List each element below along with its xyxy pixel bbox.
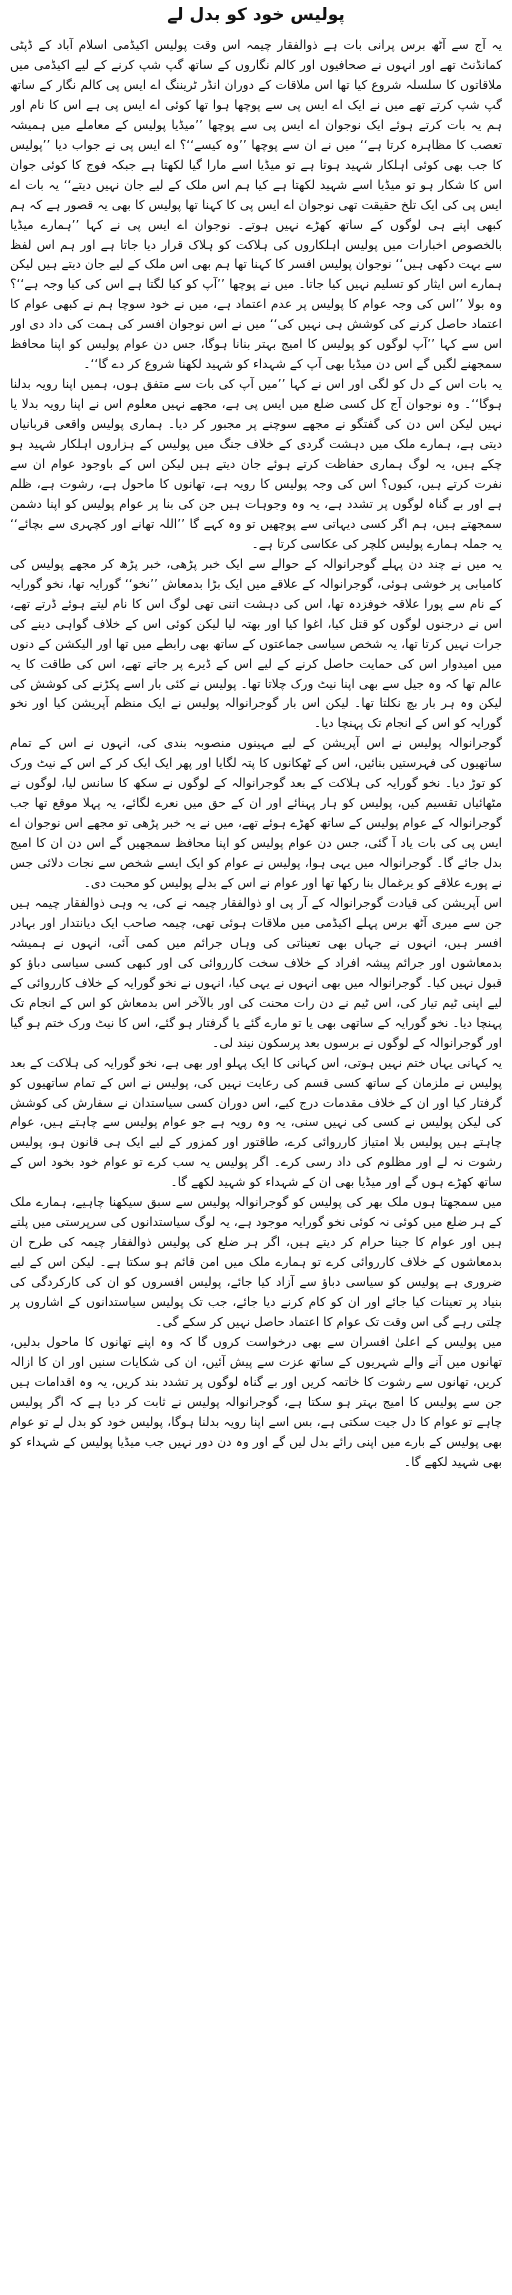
- article-title: پولیس خود کو بدل لے: [167, 5, 345, 25]
- article-paragraph: یہ بات اس کے دل کو لگی اور اس نے کہا ’’میں آپ کی بات سے متفق ہوں، ہمیں اپنا رویہ بدلنا ہوگا‘‘۔ وہ نوجوان آج کل کسی ضلع میں ایس پی ہے، مجھے نہیں معلوم اس نے اپنا رویہ بدلا یا نہیں لیکن اس دن کی گفتگو نے مجھے سوچنے پر مجبور کر دیا۔ ہماری پولیس واقعی قربانیاں دیتی ہے، ہمارے ملک میں دہشت گردی کے خلاف جنگ میں پولیس کے ہزاروں اہلکار شہید ہو چکے ہیں، یہ لوگ ہماری حفاظت کرتے ہوئے جان دیتے ہیں لیکن اس کے باوجود عوام ان سے نفرت کرتے ہیں، کیوں؟ اس کی وجہ پولیس کا رویہ ہے، تھانوں کا ماحول ہے، رشوت ہے، ظلم ہے اور بے گناہ لوگوں پر تشدد ہے، یہ وہ وجوہات ہیں جن کی بنا پر عوام پولیس کو اپنا دشمن سمجھتے ہیں، ہم اگر کسی دیہاتی سے پوچھیں تو وہ کہے گا ’’اللہ تھانے اور کچہری سے بچائے‘‘ یہ جملہ ہمارے پولیس کلچر کی عکاسی کرتا ہے۔: [10, 377, 502, 551]
- article-paragraph: یہ میں نے چند دن پہلے گوجرانوالہ کے حوالے سے ایک خبر پڑھی، خبر پڑھ کر مجھے پولیس کی کامیابی پر خوشی ہوئی، گوجرانوالہ کے علاقے میں ایک بڑا بدمعاش ’’نخو‘‘ گورایہ تھا، نخو گورایہ کے نام سے پورا علاقہ خوفزدہ تھا، اس کی دہشت اتنی تھی لوگ اس کا نام لیتے ہوئے ڈرتے تھے، اس نے درجنوں لوگوں کو قتل کیا، اغوا کیا اور بھتہ لیا لیکن کوئی اس کے خلاف گواہی دینے کی جرات نہیں کرتا تھا، یہ شخص سیاسی جماعتوں کے ساتھ بھی رابطے میں تھا اور الیکشن کے دنوں میں امیدوار اس کی حمایت حاصل کرنے کے لیے اس کے ڈیرے پر جاتے تھے، اس کی طاقت کا یہ عالم تھا کہ وہ جیل سے بھی اپنا نیٹ ورک چلاتا تھا۔ پولیس نے کئی بار اسے پکڑنے کی کوشش کی لیکن وہ ہر بار بچ نکلتا تھا۔ لیکن اس بار گوجرانوالہ پولیس نے ایک منظم آپریشن کیا اور نخو گورایہ کو اس کے انجام تک پہنچا دیا۔: [10, 556, 502, 731]
- article-paragraph: یہ کہانی یہاں ختم نہیں ہوتی، اس کہانی کا ایک پہلو اور بھی ہے، نخو گورایہ کی ہلاکت کے بعد پولیس نے ملزمان کے ساتھ کسی قسم کی رعایت نہیں کی، پولیس نے اس کے تمام ساتھیوں کو گرفتار کیا اور ان کے خلاف مقدمات درج کیے، اس دوران کسی سیاستدان نے سفارش کی کوشش کی لیکن پولیس نے کسی کی نہیں سنی، یہ وہ رویہ ہے جو عوام پولیس سے چاہتے ہیں، عوام چاہتے ہیں پولیس بلا امتیاز کارروائی کرے، طاقتور اور کمزور کے لیے ایک ہی قانون ہو، پولیس رشوت نہ لے اور مظلوم کی داد رسی کرے۔ اگر پولیس یہ سب کرے تو عوام خود بخود اس کے ساتھ کھڑے ہوں گے اور میڈیا بھی ان کے شہداء کو شہید لکھے گا۔: [10, 1055, 502, 1190]
- article-paragraph: میں پولیس کے اعلیٰ افسران سے بھی درخواست کروں گا کہ وہ اپنے تھانوں کا ماحول بدلیں، تھانوں میں آنے والے شہریوں کے ساتھ عزت سے پیش آئیں، ان کی شکایات سنیں اور ان کا ازالہ کریں، تھانوں سے رشوت کا خاتمہ کریں اور بے گناہ لوگوں پر تشدد بند کریں، یہ وہ اقدامات ہیں جن سے پولیس کا امیج بہتر ہو سکتا ہے، گوجرانوالہ پولیس نے ثابت کر دیا ہے کہ اگر پولیس چاہے تو عوام کا دل جیت سکتی ہے، بس اسے اپنا رویہ بدلنا ہوگا، پولیس خود کو بدل لے تو عوام بھی پولیس کے بارے میں اپنی رائے بدل لیں گے اور وہ دن دور نہیں جب میڈیا پولیس کے شہداء کو بھی شہید لکھے گا۔: [10, 1334, 502, 1469]
- article-body: [10, 36, 502, 2286]
- article-paragraph: گوجرانوالہ پولیس نے اس آپریشن کے لیے مہینوں منصوبہ بندی کی، انہوں نے اس کے تمام ساتھیوں کی فہرستیں بنائیں، اس کے ٹھکانوں کا پتہ لگایا اور پھر ایک ایک کر کے اس کے نیٹ ورک کو توڑ دیا۔ نخو گورایہ کی ہلاکت کے بعد گوجرانوالہ کے لوگوں نے سکھ کا سانس لیا، لوگوں نے مٹھائیاں تقسیم کیں، پولیس کو ہار پہنائے اور ان کے حق میں نعرے لگائے، یہ پہلا موقع تھا جب گوجرانوالہ کے عوام پولیس کے ساتھ کھڑے ہوئے تھے، میں نے یہ خبر پڑھی تو مجھے اس نوجوان اے ایس پی کی بات یاد آ گئی، جس دن عوام پولیس کو اپنا محافظ سمجھیں گے اس دن ان کا امیج بدل جائے گا۔ گوجرانوالہ میں یہی ہوا، پولیس نے عوام کو ایک ایسے شخص سے نجات دلائی جس نے پورے علاقے کو یرغمال بنا رکھا تھا اور عوام نے اس کے بدلے پولیس کو محبت دی۔: [10, 736, 502, 891]
- article-paragraph: اس آپریشن کی قیادت گوجرانوالہ کے آر پی او ذوالفقار چیمہ نے کی، یہ وہی ذوالفقار چیمہ ہیں جن سے میری آٹھ برس پہلے اکیڈمی میں ملاقات ہوئی تھی، چیمہ صاحب ایک دیانتدار اور بہادر افسر ہیں، انہوں نے جہاں بھی تعیناتی کی وہاں جرائم میں کمی آئی، انہوں نے ہمیشہ بدمعاشوں اور جرائم پیشہ افراد کے خلاف سخت کارروائی کی اور کبھی کسی سیاسی دباؤ کو قبول نہیں کیا۔ گوجرانوالہ میں بھی انہوں نے یہی کیا، انہوں نے نخو گورایہ کے خلاف کارروائی کے لیے اپنی ٹیم تیار کی، اس ٹیم نے دن رات محنت کی اور بالآخر اس بدمعاش کو اس کے انجام تک پہنچا دیا۔ نخو گورایہ کے ساتھی بھی یا تو مارے گئے یا گرفتار ہو گئے، اس کا نیٹ ورک ختم ہو گیا اور گوجرانوالہ کے لوگوں نے برسوں بعد پرسکون نیند لی۔: [10, 895, 502, 1050]
- article-paragraph: میں سمجھتا ہوں ملک بھر کی پولیس کو گوجرانوالہ پولیس سے سبق سیکھنا چاہیے، ہمارے ملک کے ہر ضلع میں کوئی نہ کوئی نخو گورایہ موجود ہے، یہ لوگ سیاستدانوں کی سرپرستی میں پلتے ہیں اور عوام کا جینا حرام کر دیتے ہیں، اگر ہر ضلع کی پولیس ذوالفقار چیمہ کی طرح ان بدمعاشوں کے خلاف کارروائی کرے تو ہمارے ملک میں امن قائم ہو سکتا ہے۔ لیکن اس کے لیے ضروری ہے پولیس کو سیاسی دباؤ سے آزاد کیا جائے، پولیس افسروں کو ان کی کارکردگی کی بنیاد پر تعینات کیا جائے اور ان کو کام کرنے دیا جائے، جب تک پولیس سیاستدانوں کے اشاروں پر چلتی رہے گی اس وقت تک عوام کا اعتماد حاصل نہیں کر سکے گی۔: [10, 1195, 502, 1329]
- article-paragraph: یہ آج سے آٹھ برس پرانی بات ہے ذوالفقار چیمہ اس وقت پولیس اکیڈمی اسلام آباد کے ڈپٹی کمانڈنٹ تھے اور انہوں نے صحافیوں اور کالم نگاروں کے ساتھ گپ شپ کرنے کے لیے اکیڈمی میں ملاقاتوں کا سلسلہ شروع کیا تھا اس ملاقات کے دوران انڈر ٹریننگ اے ایس پی کالم نگار کے ساتھ گپ شپ کرتے تھے میں نے ایک اے ایس پی سے پوچھا ہوا تھا کوئی اے ایس پی ہے اس کا نام اور ہم یہ بات کرتے ہوئے ایک نوجوان اے ایس پی سے پوچھا ’’میڈیا پولیس کے معاملے میں ہمیشہ تعصب کا مظاہرہ کرتا ہے‘‘ میں نے ان سے پوچھا ’’وہ کیسے‘‘؟ اے ایس پی نے جواب دیا ’’پولیس کا جب بھی کوئی اہلکار شہید ہوتا ہے تو میڈیا اسے مارا گیا لکھتا ہے جبکہ فوج کا کوئی جوان اس کا شکار ہو تو میڈیا اسے شہید لکھتا ہے کیا ہم اس ملک کے لیے جان نہیں دیتے‘‘ یہ بات اے ایس پی کی ایک تلخ حقیقت تھی نوجوان اے ایس پی کا کہنا تھا پولیس کا بھی یہ قصور ہے کہ ہم کبھی اپنے ہی لوگوں کے ساتھ کھڑے نہیں ہوتے۔ نوجوان اے ایس پی نے کہا ’’ہمارے میڈیا بالخصوص اخبارات میں پولیس اہلکاروں کی ہلاکت کو ہلاک قرار دیا جاتا ہے اور ہم اس لفظ سے بہت دکھی ہیں‘‘ نوجوان پولیس افسر کا کہنا تھا ہم بھی اس ملک کے لیے جان دیتے ہیں لیکن ہمارے اس ایثار کو تسلیم نہیں کیا جاتا۔ میں نے پوچھا ’’آپ کو کیا لگتا ہے اس کی کیا وجہ ہے‘‘؟ وہ بولا ’’اس کی وجہ عوام کا پولیس پر عدم اعتماد ہے، میں نے خود سوچا ہم نے کبھی عوام کا اعتماد حاصل کرنے کی کوشش ہی نہیں کی‘‘ میں نے اس نوجوان افسر کی ہمت کی داد دی اور اس سے کہا ’’آپ لوگوں کو پولیس کا امیج بہتر بنانا ہوگا، جس دن عوام پولیس کو اپنا محافظ سمجھنے لگیں گے اس دن میڈیا بھی آپ کے شہداء کو شہید لکھنا شروع کر دے گا‘‘۔: [10, 38, 502, 372]
